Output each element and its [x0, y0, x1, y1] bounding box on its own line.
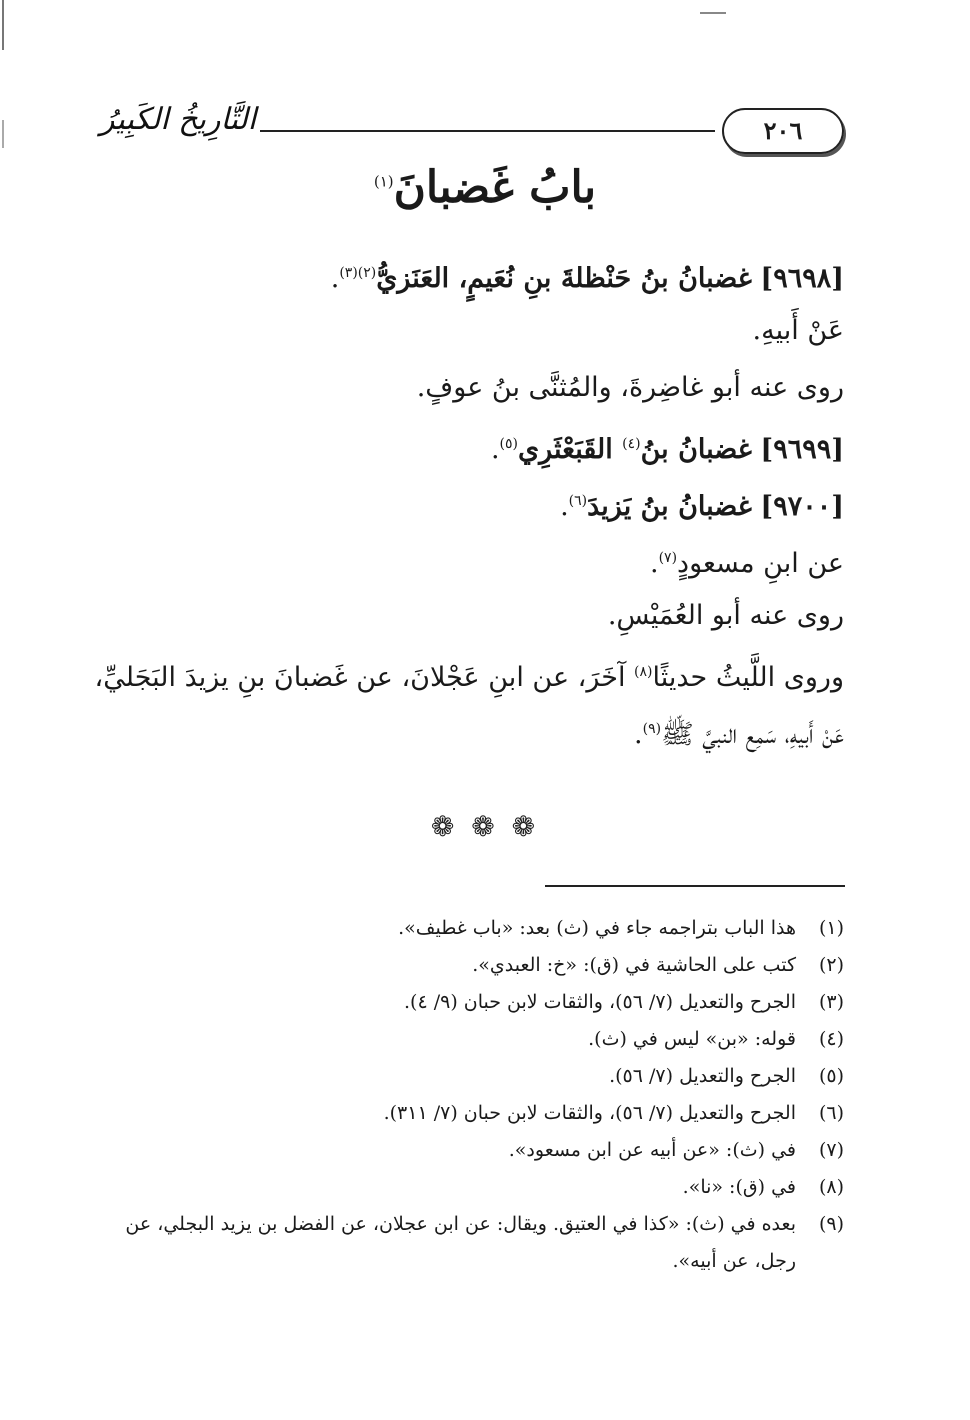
page-number-badge: ٢٠٦	[722, 108, 844, 154]
footnote-number: (٤)	[818, 1028, 844, 1050]
footnote-text: هذا الباب بتراجمه جاء في (ث) بعد: «باب غطيف».	[398, 917, 796, 939]
footnote-ref: (٢)(٣)	[339, 265, 377, 281]
footnote-text: بعده في (ث): «كذا في العتيق. ويقال: عن ابن عجلان، عن الفضل بن يزيد البجلي، عن رجل، عن أبيه».	[125, 1213, 796, 1272]
entry-9700-from	[104, 530, 844, 587]
line-text: عَنْ أَبيهِ، سَمِع النبيَّ ﷺ	[661, 719, 844, 750]
punct: .	[330, 263, 340, 294]
footnote-ref: (٦)	[568, 493, 588, 509]
footnote-number: (٦)	[818, 1102, 844, 1124]
footnote-4	[104, 1021, 844, 1058]
scan-edge-tick	[2, 120, 4, 148]
footnote-ref: (٩)	[642, 721, 662, 737]
footnote-number: (١)	[818, 917, 844, 939]
footnote-number: (٧)	[818, 1139, 844, 1161]
line-text: وروى اللَّيثُ حديثًا	[652, 662, 844, 693]
entry-9698-heading	[104, 245, 844, 302]
footnote-ref: (٧)	[658, 550, 678, 566]
entry-9700-also-line2	[104, 701, 844, 758]
punct: .	[634, 719, 643, 750]
footnotes	[104, 910, 844, 1280]
chapter-note-ref: (١)	[373, 172, 394, 191]
entry-name: غضبانُ بنُ حَنْظلةَ بنِ نُعَيمٍ، العَنَزيُّ	[376, 263, 752, 294]
footnote-text: قوله: «بن» ليس في (ث).	[588, 1028, 796, 1050]
footnote-ref: (٤)	[622, 436, 641, 452]
entry-9700-heading	[104, 473, 844, 530]
line-text: آخَرَ، عن ابنِ عَجْلانَ، عن غَضبانَ بنِ يزيدَ البَجَليِّ،	[94, 662, 635, 693]
line-text: عن ابنِ مسعودٍ	[677, 548, 844, 579]
chapter-title	[0, 162, 970, 213]
main-text	[94, 245, 844, 758]
footnote-text: الجرح والتعديل (٧/ ٥٦)، والثقات لابن حبان (٩/ ٤).	[404, 991, 796, 1013]
footnote-ref: (٨)	[634, 664, 653, 680]
footnote-7	[104, 1132, 844, 1169]
entry-number: [٩٧٠٠]	[760, 491, 844, 522]
footnote-6	[104, 1095, 844, 1132]
scan-top-mark	[700, 12, 726, 14]
punct: .	[560, 491, 569, 522]
running-title: التَّارِيخُ الكَبِيرُ	[100, 102, 257, 137]
entry-number: [٩٦٩٩]	[760, 434, 844, 465]
section-ornament: ❁ ❁ ❁	[430, 810, 540, 843]
footnote-9	[104, 1206, 844, 1280]
footnote-2	[104, 947, 844, 984]
punct: .	[649, 548, 659, 579]
entry-name-cont: القَبَعْثَرِي	[518, 434, 623, 465]
footnote-rule	[545, 885, 845, 887]
footnote-text: كتب على الحاشية في (ق): «خ: العبدي».	[472, 954, 796, 976]
footnote-number: (٢)	[818, 954, 844, 976]
entry-name: غضبانُ بنُ يَزيدَ	[587, 491, 752, 522]
footnote-3	[104, 984, 844, 1021]
entry-9700-also-line1	[94, 644, 844, 701]
footnote-number: (٨)	[818, 1176, 844, 1198]
footnote-text: في (ق): «نا».	[682, 1176, 796, 1198]
footnote-number: (٣)	[818, 991, 844, 1013]
entry-number: [٩٦٩٨]	[760, 263, 844, 294]
footnote-text: في (ث): «عن أبيه عن ابن مسعود».	[508, 1139, 796, 1161]
entry-9700-narrators: روى عنه أبو العُمَيْسِ.	[607, 600, 844, 631]
footnote-ref: (٥)	[499, 436, 518, 452]
footnote-text: الجرح والتعديل (٧/ ٥٦).	[609, 1065, 796, 1087]
entry-9698-narrators: روى عنه أبو غاضِرةَ، والمُثنَّى بنُ عوفٍ.	[416, 372, 844, 403]
footnote-number: (٥)	[818, 1065, 844, 1087]
footnote-text: الجرح والتعديل (٧/ ٥٦)، والثقات لابن حبان (٧/ ٣١١).	[383, 1102, 796, 1124]
header-rule	[260, 130, 715, 132]
entry-9699-heading	[104, 416, 844, 473]
punct: .	[490, 434, 500, 465]
page-header	[100, 98, 860, 158]
footnote-number: (٩)	[818, 1213, 844, 1235]
footnote-5	[104, 1058, 844, 1095]
footnote-1	[104, 910, 844, 947]
entry-name: غضبانُ بنُ	[640, 434, 752, 465]
scan-edge-line	[2, 0, 4, 50]
footnote-8	[104, 1169, 844, 1206]
entry-9698-from: عَنْ أَبيهِ.	[752, 315, 844, 346]
chapter-title-text: بابُ غَضبانَ	[393, 162, 597, 213]
